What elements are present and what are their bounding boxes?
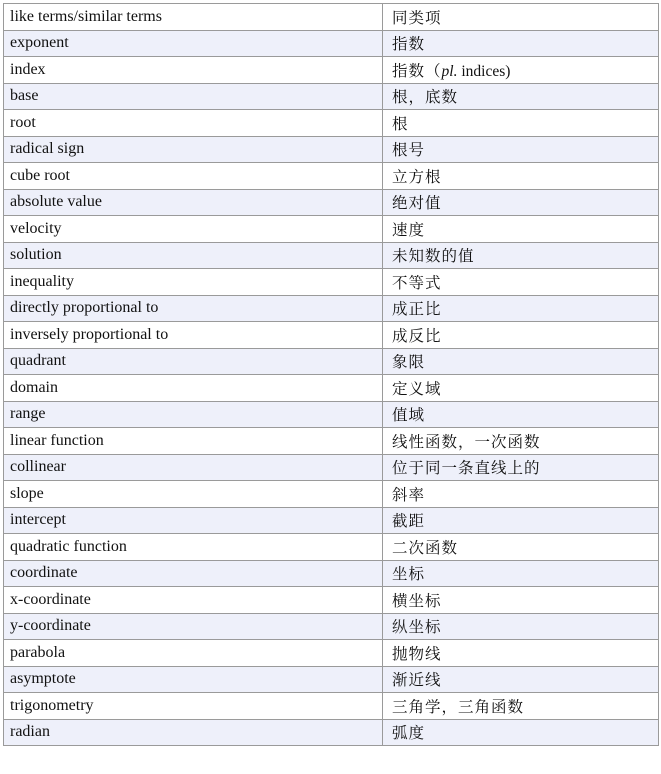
glossary-body (4, 4, 659, 746)
plural-form: indices) (457, 62, 511, 80)
table-row (4, 613, 659, 640)
chinese-term: 渐近线 (383, 666, 659, 693)
table-row (4, 454, 659, 481)
table-row (4, 242, 659, 269)
table-row (4, 295, 659, 322)
table-row (4, 163, 659, 190)
chinese-term-text: 指数 (392, 61, 426, 80)
chinese-term: 象限 (383, 348, 659, 375)
table-row (4, 587, 659, 614)
chinese-term: 斜率 (383, 481, 659, 508)
chinese-term: 同类项 (383, 4, 659, 31)
english-term: slope (4, 481, 383, 508)
table-row (4, 666, 659, 693)
english-term: solution (4, 242, 383, 269)
table-row (4, 693, 659, 720)
table-row (4, 136, 659, 163)
chinese-term: 根 (383, 110, 659, 137)
table-row (4, 375, 659, 402)
chinese-term: 速度 (383, 216, 659, 243)
english-term: index (4, 57, 383, 84)
english-term: y-coordinate (4, 613, 383, 640)
chinese-term: 成反比 (383, 322, 659, 349)
english-term: like terms/similar terms (4, 4, 383, 31)
table-row (4, 560, 659, 587)
table-row (4, 189, 659, 216)
chinese-term: 三角学，三角函数 (383, 693, 659, 720)
table-row (4, 30, 659, 57)
english-term: intercept (4, 507, 383, 534)
english-term: linear function (4, 428, 383, 455)
english-term: domain (4, 375, 383, 402)
table-row (4, 4, 659, 31)
english-term: coordinate (4, 560, 383, 587)
english-term: x-coordinate (4, 587, 383, 614)
chinese-term: 位于同一条直线上的 (383, 454, 659, 481)
english-term: absolute value (4, 189, 383, 216)
chinese-term: 截距 (383, 507, 659, 534)
chinese-term: 根，底数 (383, 83, 659, 110)
english-term: radian (4, 719, 383, 746)
english-term: directly proportional to (4, 295, 383, 322)
chinese-term: 不等式 (383, 269, 659, 296)
table-row (4, 719, 659, 746)
chinese-term: 未知数的值 (383, 242, 659, 269)
table-row (4, 83, 659, 110)
chinese-term: 根号 (383, 136, 659, 163)
table-row (4, 640, 659, 667)
table-row (4, 57, 659, 84)
english-term: exponent (4, 30, 383, 57)
table-row (4, 481, 659, 508)
chinese-term: 定义域 (383, 375, 659, 402)
table-row (4, 428, 659, 455)
english-term: root (4, 110, 383, 137)
chinese-term: 弧度 (383, 719, 659, 746)
table-row (4, 216, 659, 243)
chinese-term: 横坐标 (383, 587, 659, 614)
english-term: quadratic function (4, 534, 383, 561)
english-term: cube root (4, 163, 383, 190)
table-row (4, 348, 659, 375)
english-term: collinear (4, 454, 383, 481)
chinese-term: 立方根 (383, 163, 659, 190)
english-term: quadrant (4, 348, 383, 375)
english-term: radical sign (4, 136, 383, 163)
english-term: parabola (4, 640, 383, 667)
table-row (4, 322, 659, 349)
chinese-term: 坐标 (383, 560, 659, 587)
chinese-term: 指数 (383, 30, 659, 57)
table-row (4, 269, 659, 296)
table-row (4, 401, 659, 428)
chinese-term: 纵坐标 (383, 613, 659, 640)
chinese-term: 抛物线 (383, 640, 659, 667)
english-term: base (4, 83, 383, 110)
table-row (4, 534, 659, 561)
chinese-term: 线性函数，一次函数 (383, 428, 659, 455)
plural-note-open: （ (425, 61, 442, 80)
english-term: inequality (4, 269, 383, 296)
chinese-term: 二次函数 (383, 534, 659, 561)
english-term: trigonometry (4, 693, 383, 720)
english-term: velocity (4, 216, 383, 243)
english-term: inversely proportional to (4, 322, 383, 349)
english-term: asymptote (4, 666, 383, 693)
table-row (4, 507, 659, 534)
english-term: range (4, 401, 383, 428)
chinese-term: 成正比 (383, 295, 659, 322)
table-row (4, 110, 659, 137)
chinese-term: 绝对值 (383, 189, 659, 216)
chinese-term: 值域 (383, 401, 659, 428)
chinese-term (383, 57, 659, 84)
plural-abbreviation: pl. (441, 62, 458, 80)
glossary-table (3, 3, 659, 746)
